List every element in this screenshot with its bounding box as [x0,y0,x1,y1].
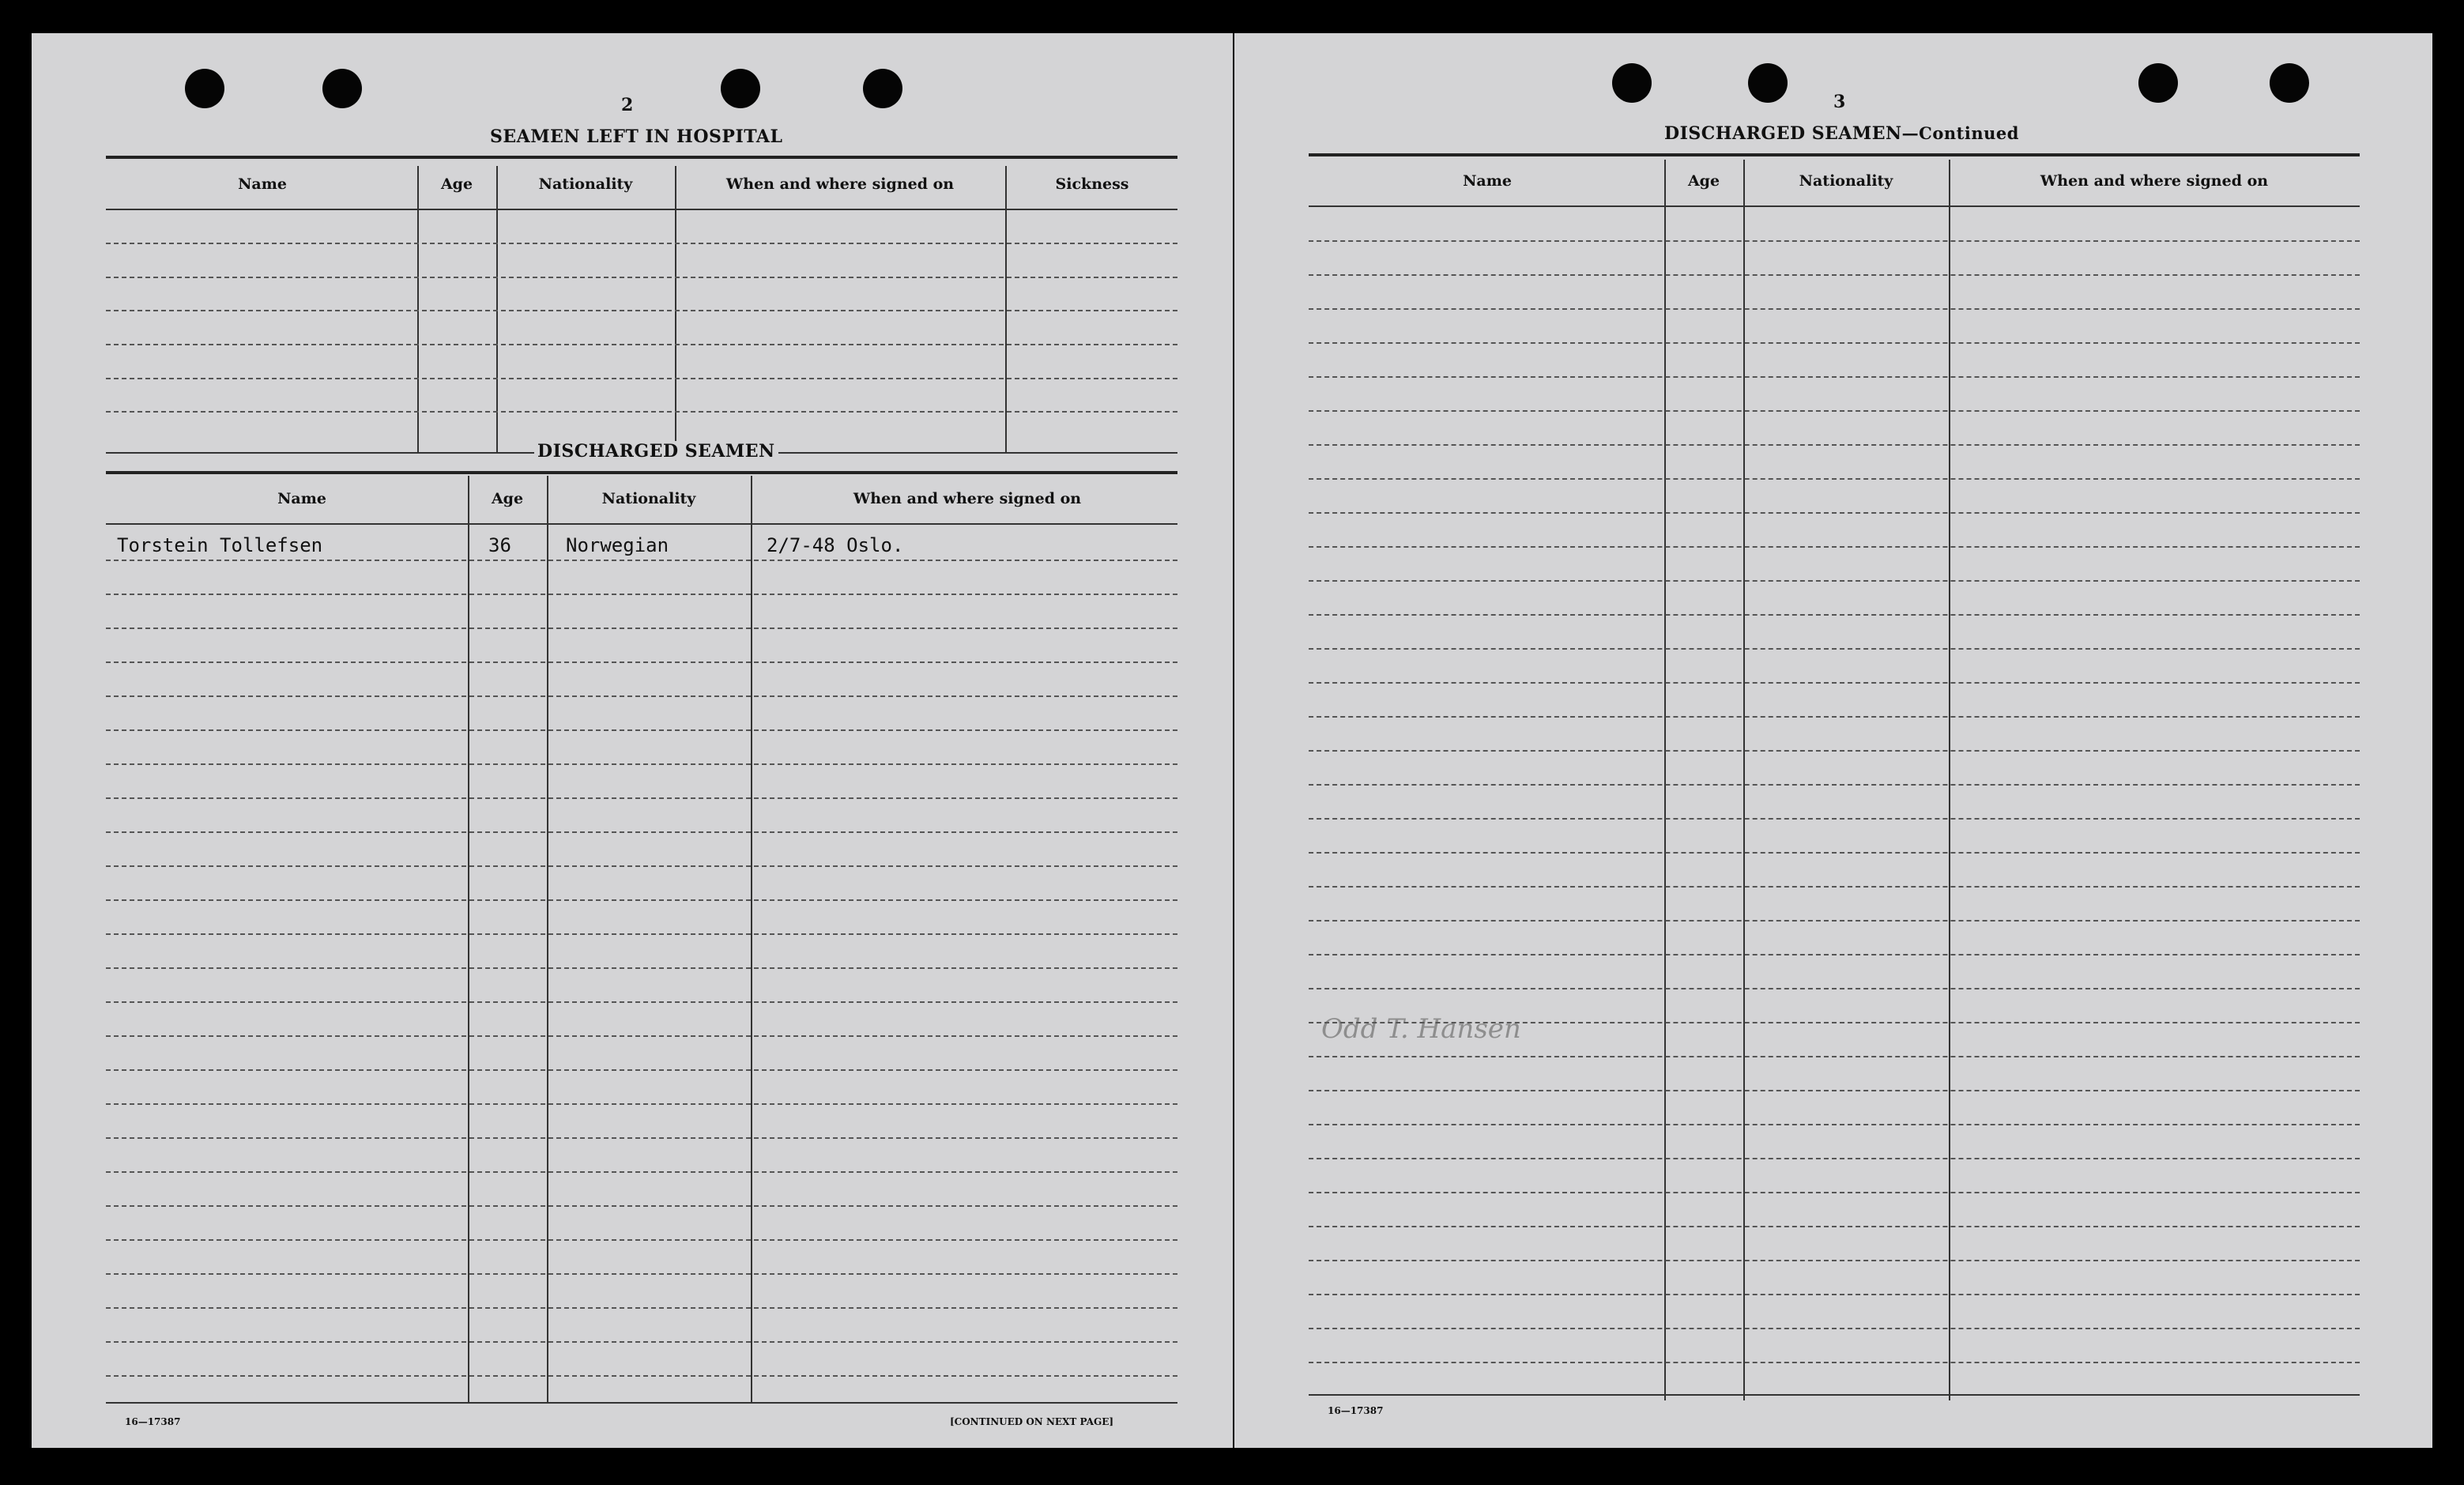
seaman-age-cell: 36 [488,534,511,556]
blank-row-line [106,1069,1177,1071]
blank-row-line [106,1171,1177,1173]
blank-row-line [1309,512,2360,514]
punch-hole-icon [1612,63,1652,103]
blank-row-line [106,899,1177,901]
seaman-name-cell: Torstein Tollefsen [117,534,323,556]
blank-row-line [1309,342,2360,344]
discharged-header-name: Name [277,490,326,507]
blank-row-line [1309,750,2360,752]
blank-row-line [106,1341,1177,1343]
table-bottom-rule [106,1402,1177,1404]
discharged-continued-title [1664,123,2019,144]
punch-hole-icon [1748,63,1788,103]
blank-row-line [106,1205,1177,1207]
column-divider [675,166,676,452]
blank-row-line [106,1001,1177,1003]
header-rule [106,209,1177,210]
blank-row-line [106,695,1177,697]
blank-row-line [1309,240,2360,242]
blank-row-line [1309,444,2360,446]
column-divider [417,166,419,452]
header-name: Name [1463,172,1512,190]
column-divider [468,476,469,1402]
blank-row-line [1309,648,2360,650]
blank-row-line [106,628,1177,629]
column-divider [1743,160,1745,1400]
blank-row-line [106,797,1177,799]
blank-row-line [1309,1124,2360,1125]
blank-row-line [1309,274,2360,276]
form-number: 16—17387 [1328,1405,1384,1416]
blank-row-line [106,1239,1177,1241]
hospital-header-name: Name [238,175,287,193]
blank-row-line [1309,988,2360,989]
form-number: 16—17387 [125,1416,181,1427]
seaman-signed-on-cell: 2/7-48 Oslo. [767,534,904,556]
continued-note: [CONTINUED ON NEXT PAGE] [950,1416,1114,1427]
blank-row-line [1309,1056,2360,1057]
blank-row-line [106,729,1177,731]
hospital-header-nationality: Nationality [538,175,633,193]
title-suffix: —Continued [1901,123,2019,143]
blank-row-line [1309,1294,2360,1295]
blank-row-line [1309,1260,2360,1261]
blank-row-line [106,967,1177,969]
blank-row-line [1309,1192,2360,1193]
blank-row-line [106,831,1177,833]
section-rule [1309,153,2360,156]
title-main: DISCHARGED SEAMEN [1664,123,1902,144]
blank-row-line [106,661,1177,663]
blank-row-line [1309,308,2360,310]
blank-row-line [106,310,1177,311]
blank-row-line [106,594,1177,595]
discharged-header-signed-on: When and where signed on [853,490,1082,507]
blank-row-line [106,763,1177,765]
blank-row-line [1309,410,2360,412]
column-divider [496,166,498,452]
column-divider [1664,160,1666,1400]
blank-row-line [1309,954,2360,955]
blank-row-line [106,933,1177,935]
blank-row-line [1309,716,2360,718]
column-divider [547,476,548,1402]
blank-row-line [106,411,1177,413]
blank-row-line [106,277,1177,278]
blank-row-line [106,1137,1177,1139]
column-divider [1949,160,1950,1400]
blank-row-line [1309,376,2360,378]
blank-row-line [1309,1328,2360,1329]
punch-hole-icon [721,69,760,108]
faint-signature: Odd T. Hansen [1321,1013,1521,1045]
discharged-header-age: Age [491,490,524,507]
blank-row-line [106,1375,1177,1377]
blank-row-line [106,1273,1177,1275]
section-rule [106,471,1177,474]
punch-hole-icon [863,69,902,108]
blank-row-line [1309,1226,2360,1227]
blank-row-line [1309,478,2360,480]
punch-hole-icon [185,69,224,108]
punch-hole-icon [2270,63,2309,103]
blank-row-line [1309,1362,2360,1363]
discharged-section-title: DISCHARGED SEAMEN [534,441,778,462]
table-bottom-rule [1309,1394,2360,1396]
section-rule [106,156,1177,159]
blank-row-line [106,378,1177,379]
hospital-header-sickness: Sickness [1055,175,1129,193]
left-form-page [32,33,1233,1448]
blank-row-line [106,243,1177,244]
page-number: 2 [621,95,634,115]
hospital-header-age: Age [440,175,473,193]
right-form-page [1234,33,2432,1448]
hospital-header-signed-on: When and where signed on [725,175,955,193]
blank-row-line [1309,580,2360,582]
blank-row-line [1309,784,2360,786]
discharged-header-nationality: Nationality [601,490,696,507]
blank-row-line [1309,818,2360,820]
column-divider [751,476,752,1402]
blank-row-line [1309,920,2360,922]
header-signed-on: When and where signed on [2040,172,2269,190]
punch-hole-icon [2138,63,2178,103]
blank-row-line [1309,886,2360,888]
hospital-section-title: SEAMEN LEFT IN HOSPITAL [490,126,783,147]
blank-row-line [1309,852,2360,854]
blank-row-line [1309,614,2360,616]
seaman-nationality-cell: Norwegian [566,534,669,556]
header-nationality: Nationality [1799,172,1893,190]
blank-row-line [1309,1158,2360,1159]
blank-row-line [1309,546,2360,548]
header-age: Age [1687,172,1720,190]
punch-hole-icon [322,69,362,108]
blank-row-line [106,344,1177,345]
blank-row-line [106,1035,1177,1037]
header-rule [1309,205,2360,207]
blank-row-line [106,1307,1177,1309]
blank-row-line [106,865,1177,867]
column-divider [1005,166,1007,452]
blank-row-line [1309,1090,2360,1091]
page-number: 3 [1833,92,1846,112]
header-rule [106,523,1177,525]
blank-row-line [1309,682,2360,684]
blank-row-line [106,1103,1177,1105]
row-line [106,560,1177,561]
